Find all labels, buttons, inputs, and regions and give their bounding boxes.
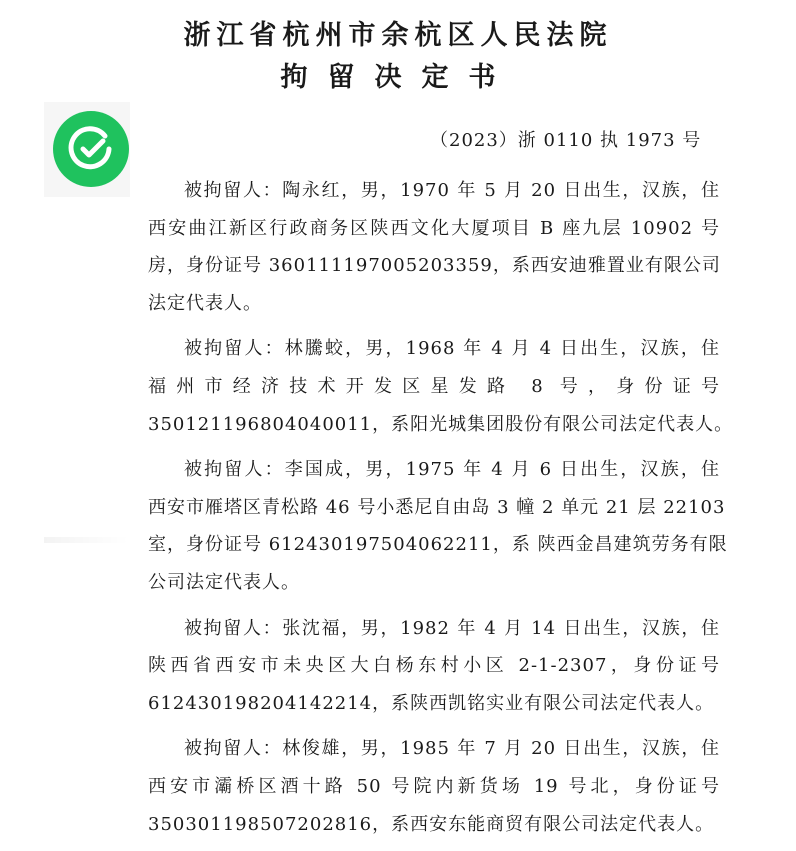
detainee-paragraph bbox=[148, 730, 720, 843]
text-line: 被拘留人：林俊雄，男，1985 年 7 月 20 日出生，汉族，住 bbox=[184, 738, 720, 760]
text-line: 350121196804040011，系阳光城集团股份有限公司法定代表人。 bbox=[148, 413, 734, 435]
text-line: 西安市灞桥区酒十路 50 号院内新货场 19 号北，身份证号 bbox=[148, 775, 720, 797]
case-number: （2023）浙 0110 执 1973 号 bbox=[430, 130, 702, 151]
text-line: 房，身份证号 360111197005203359，系西安迪雅置业有限公司 bbox=[148, 255, 721, 277]
text-line: 612430198204142214，系陕西凯铭实业有限公司法定代表人。 bbox=[148, 692, 715, 714]
detainee-paragraph bbox=[148, 451, 728, 601]
document-title: 拘留决定书 bbox=[280, 62, 516, 93]
text-line: 福州市经济技术开发区星发路 8 号，身份证号 bbox=[148, 375, 720, 397]
text-line: 被拘留人：李国成，男，1975 年 4 月 6 日出生，汉族，住 bbox=[184, 459, 720, 481]
text-line: 被拘留人：陶永红，男，1970 年 5 月 20 日出生，汉族，住 bbox=[184, 180, 720, 201]
document-body bbox=[148, 172, 734, 851]
detainee-paragraph bbox=[148, 330, 734, 443]
text-line: 西安曲江新区行政商务区陕西文化大厦项目 B 座九层 10902 号 bbox=[148, 217, 720, 239]
text-line: 公司法定代表人。 bbox=[148, 571, 300, 593]
court-name: 浙江省杭州市余杭区人民法院 bbox=[183, 20, 613, 51]
text-line: 被拘留人：林騰蛟，男，1968 年 4 月 4 日出生，汉族，住 bbox=[184, 338, 720, 360]
text-line: 室，身份证号 612430197504062211，系 陕西金昌建筑劳务有限 bbox=[148, 534, 728, 556]
check-circle-icon bbox=[53, 111, 129, 187]
text-line: 西安市雁塔区青松路 46 号小悉尼自由岛 3 幢 2 单元 21 层 22103 bbox=[148, 496, 726, 518]
scroll-shadow bbox=[44, 537, 128, 543]
detainee-paragraph bbox=[148, 610, 720, 723]
text-line: 法定代表人。 bbox=[148, 292, 262, 314]
verification-badge-panel bbox=[44, 102, 130, 197]
text-line: 陕西省西安市未央区大白杨东村小区 2-1-2307，身份证号 bbox=[148, 655, 720, 677]
detainee-paragraph bbox=[148, 172, 720, 322]
text-line: 被拘留人：张沈福，男，1982 年 4 月 14 日出生，汉族，住 bbox=[184, 617, 720, 639]
text-line: 350301198507202816，系西安东能商贸有限公司法定代表人。 bbox=[148, 813, 715, 835]
